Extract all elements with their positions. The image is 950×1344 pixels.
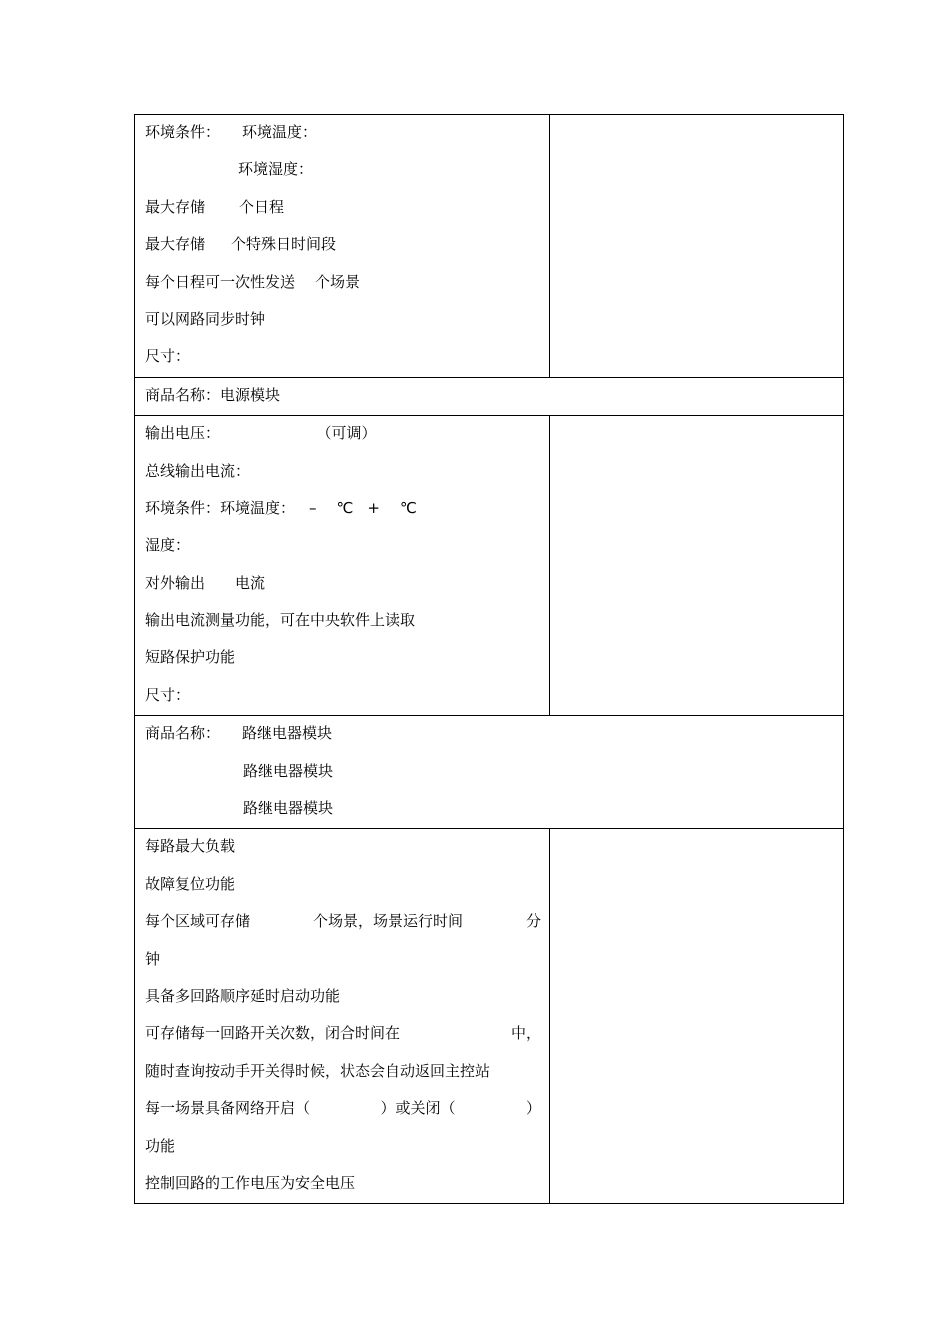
- send-label: 每个日程可一次性发送: [145, 272, 296, 291]
- output-voltage-line: [145, 416, 549, 453]
- env-storage-specs: [135, 115, 550, 378]
- special-days-label: 个特殊日时间段: [231, 235, 337, 254]
- relay-item-1: 路继电器模块: [242, 724, 333, 743]
- query-line: 随时查询按动手开关得时候，状态会自动返回主控站: [145, 1061, 491, 1080]
- fault-reset-line: 故障复位功能: [145, 874, 236, 893]
- power-env-label: 环境条件：环境温度：: [145, 498, 296, 517]
- size-line: 尺寸：: [145, 347, 191, 366]
- max-store-label-2: 最大存储: [145, 235, 206, 254]
- current-label: 电流: [235, 573, 266, 592]
- current-measure-line: 输出电流测量功能，可在中央软件上读取: [145, 611, 416, 630]
- send-scenes-label: 个场景: [315, 272, 361, 291]
- header-relay-module: [135, 716, 844, 829]
- switch-count-tail: 中，: [510, 1024, 541, 1043]
- switch-count-line: [145, 1016, 549, 1053]
- env-line: [145, 115, 549, 152]
- plus-sign: +: [367, 498, 380, 517]
- external-output-line: [145, 566, 549, 603]
- humidity-line: 湿度：: [145, 536, 191, 555]
- max-schedules-line: [145, 190, 549, 227]
- power-specs: [135, 416, 550, 716]
- relay-item-3: 路继电器模块: [243, 799, 334, 818]
- relay-item-line-2: [145, 754, 843, 791]
- zone-scenes-label: 个场景，场景运行时间: [312, 912, 463, 931]
- celsius-2: ℃: [399, 498, 417, 517]
- scene-send-line: [145, 265, 549, 302]
- safe-voltage-line: 控制回路的工作电压为安全电压: [145, 1173, 356, 1192]
- env-humidity-label: 环境湿度：: [238, 160, 314, 179]
- function-line: 功能: [145, 1136, 176, 1155]
- sync-line: 可以网路同步时钟: [145, 309, 266, 328]
- scene-close-paren: ）: [525, 1099, 541, 1118]
- output-voltage-label: 输出电压：: [145, 424, 221, 443]
- relay-title-line: [145, 716, 843, 753]
- max-special-days-line: [145, 227, 549, 264]
- env-humidity-line: [145, 152, 549, 189]
- power-module-title: 商品名称：电源模块: [145, 385, 281, 404]
- switch-count-label: 可存储每一回路开关次数，闭合时间在: [145, 1024, 401, 1043]
- power-size-line: 尺寸：: [145, 685, 191, 704]
- header-power-module: [135, 377, 844, 415]
- multi-delay-line: 具备多回路顺序延时启动功能: [145, 986, 341, 1005]
- spec-table: [134, 114, 844, 1204]
- scene-close-label: ）或关闭（: [380, 1099, 456, 1118]
- zone-store-cont: 钟: [145, 949, 161, 968]
- power-env-line: [145, 491, 549, 528]
- scene-network-line: [145, 1091, 549, 1128]
- max-store-label: 最大存储: [145, 197, 206, 216]
- short-protect-line: 短路保护功能: [145, 648, 236, 667]
- minus-sign: –: [309, 498, 317, 517]
- minute-label: 分: [525, 912, 541, 931]
- adjustable-label: （可调）: [324, 424, 377, 443]
- section-relay-specs: [135, 829, 844, 1204]
- power-module-title-cell: [135, 377, 844, 415]
- max-load-line: 每路最大负载: [145, 837, 236, 856]
- schedules-label: 个日程: [239, 197, 285, 216]
- relay-module-title-cell: [135, 716, 844, 829]
- notes-cell-3: [550, 829, 844, 1204]
- external-output-label: 对外输出: [145, 573, 206, 592]
- relay-specs: [135, 829, 550, 1204]
- relay-item-line-3: [145, 791, 843, 828]
- bus-current-line: 总线输出电流：: [145, 461, 251, 480]
- zone-store-line: [145, 904, 549, 941]
- zone-store-label: 每个区域可存储: [145, 912, 251, 931]
- env-temp-label: 环境温度：: [242, 123, 318, 141]
- notes-cell-2: [550, 416, 844, 716]
- section-env-storage: [135, 115, 844, 378]
- relay-name-label: 商品名称：: [145, 724, 221, 743]
- section-power-specs: [135, 416, 844, 716]
- scene-open-label: 每一场景具备网络开启（: [145, 1099, 311, 1118]
- env-label: 环境条件：: [145, 123, 221, 141]
- relay-item-2: 路继电器模块: [243, 761, 334, 780]
- celsius-1: ℃: [336, 498, 354, 517]
- notes-cell-1: [550, 115, 844, 378]
